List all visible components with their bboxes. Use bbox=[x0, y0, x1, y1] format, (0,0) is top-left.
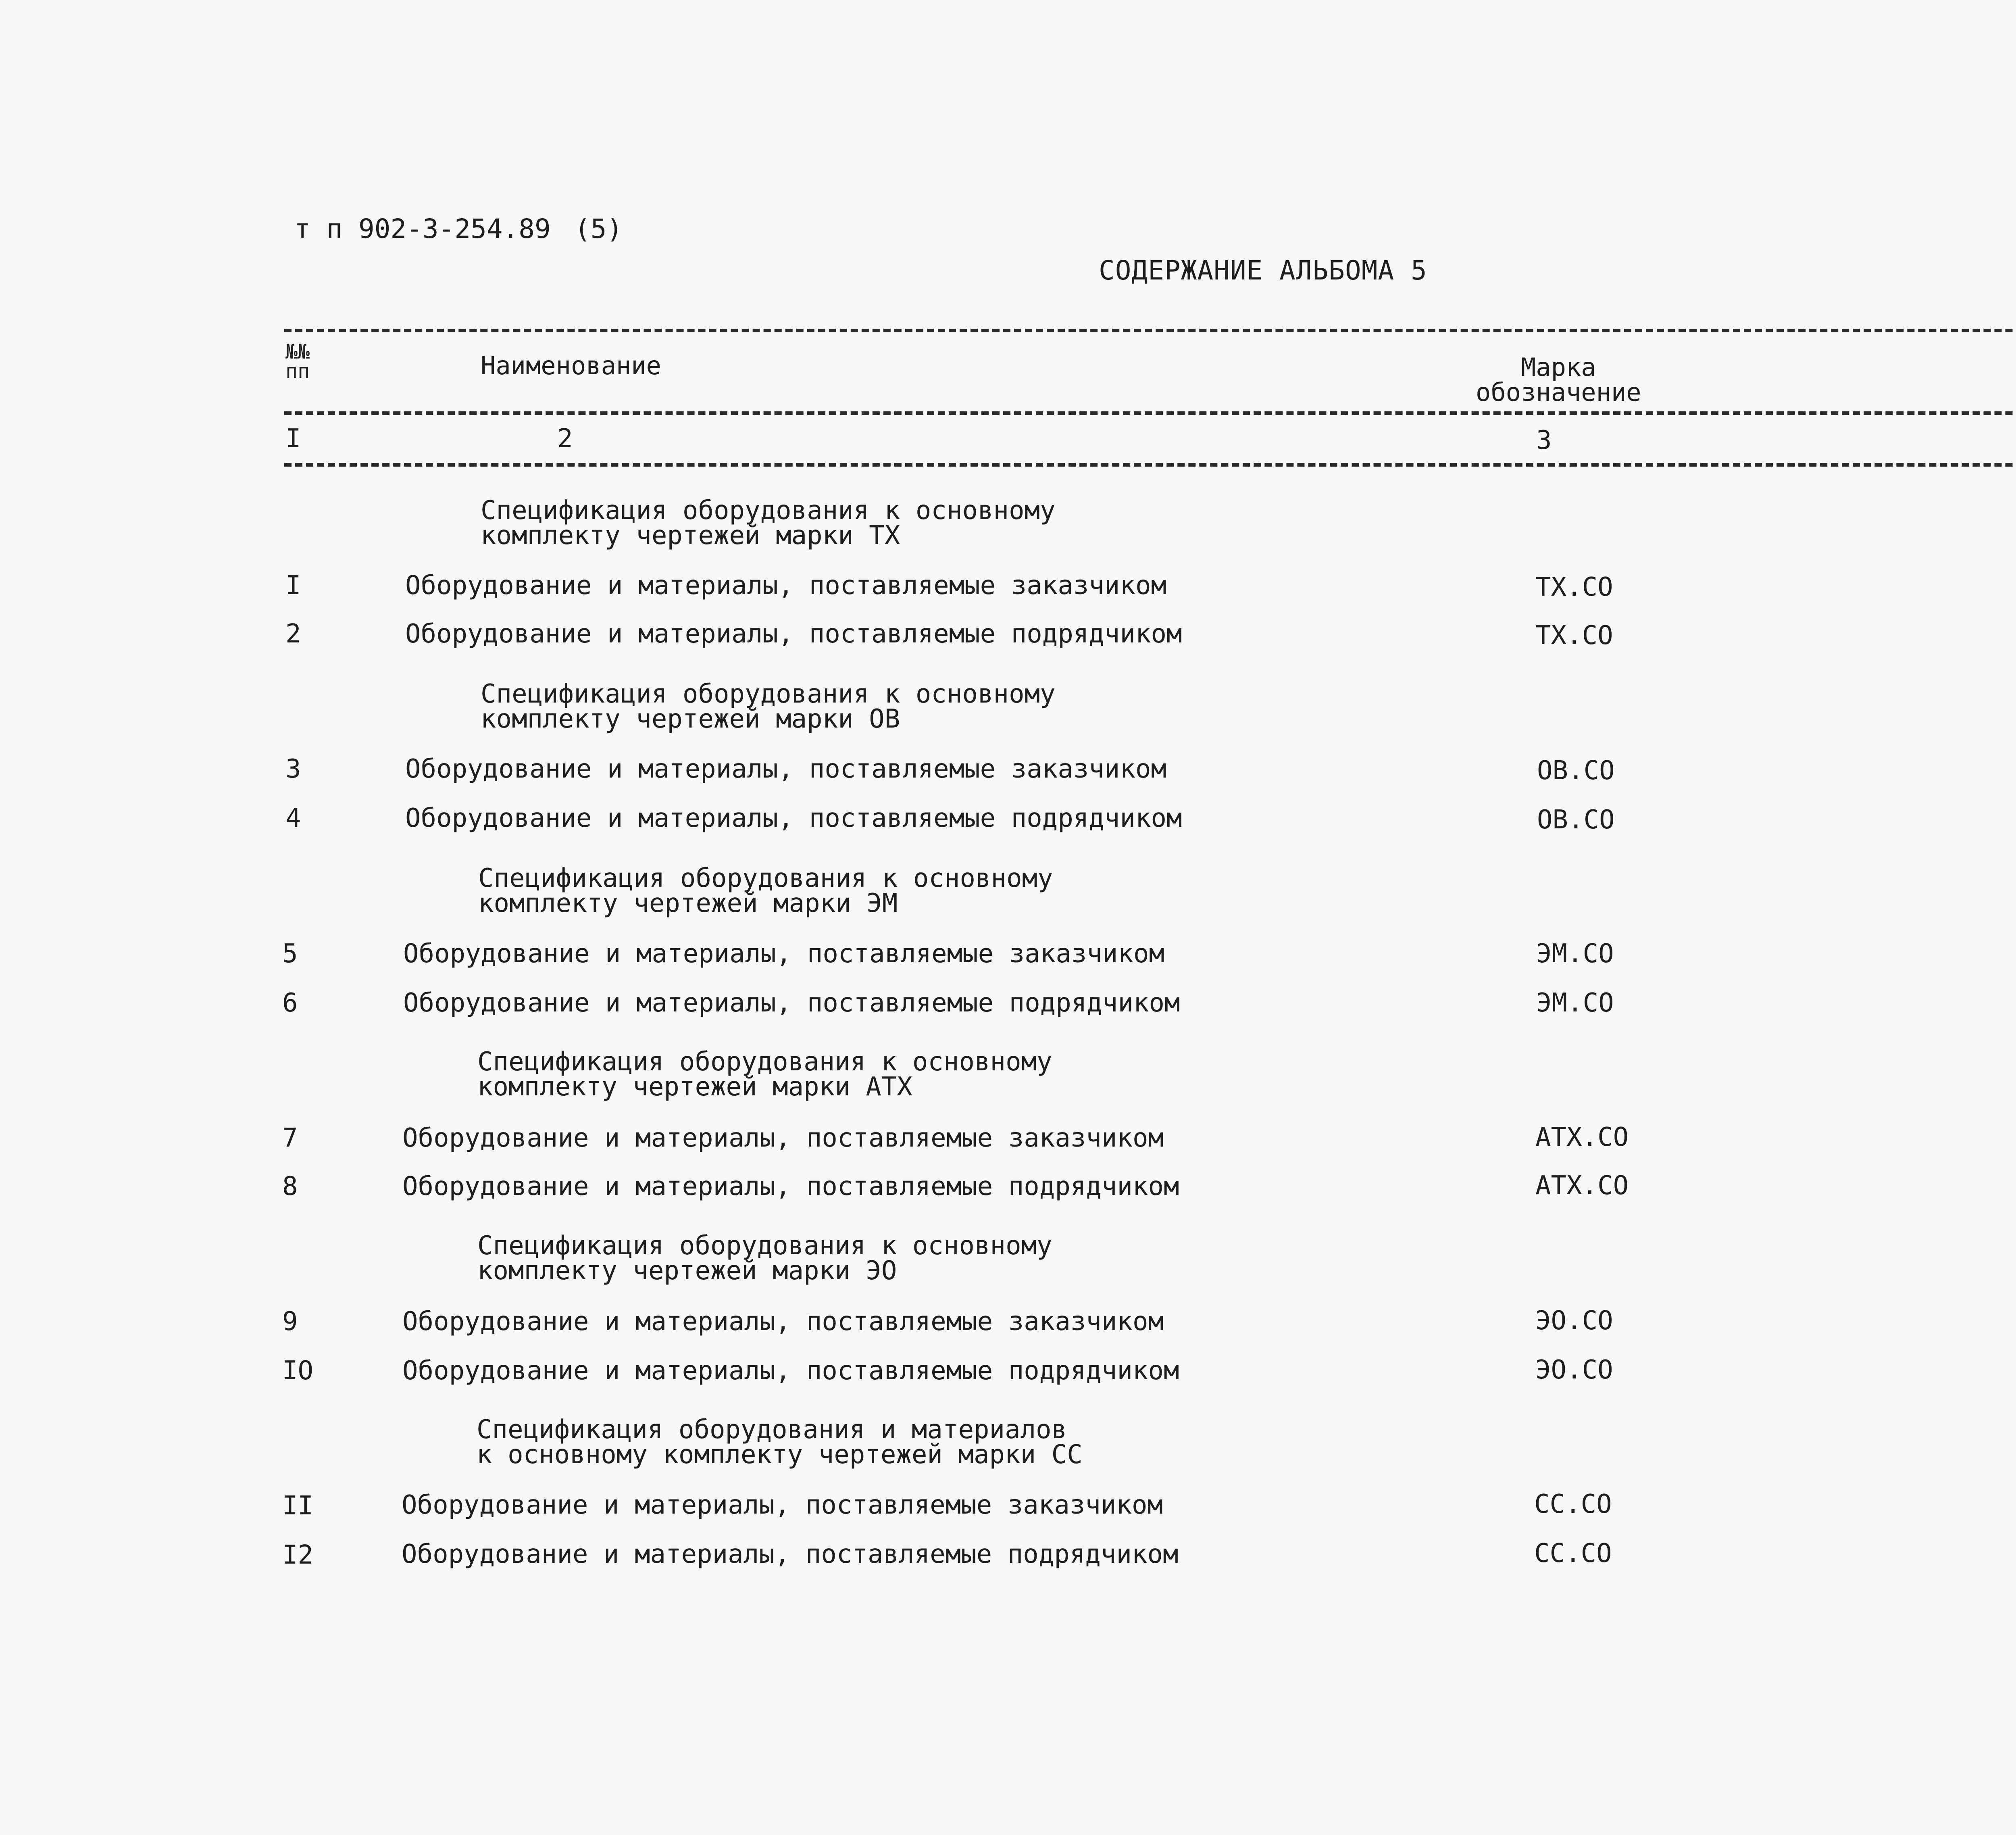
header-mark-line2: обозначение bbox=[1476, 377, 1641, 407]
row-number: 4 bbox=[285, 803, 301, 833]
column-number-1: I bbox=[285, 424, 301, 454]
header-mark bbox=[1476, 352, 1641, 407]
section-heading-line1: Спецификация оборудования и материалов bbox=[477, 1415, 1067, 1445]
row-number: 6 bbox=[282, 988, 298, 1018]
row-number: I bbox=[285, 571, 301, 601]
section-heading-line1: Спецификация оборудования к основному bbox=[477, 1047, 1052, 1077]
row-number: 9 bbox=[282, 1307, 298, 1337]
document-code: т п 902-3-254.89 bbox=[294, 213, 551, 244]
section-heading-line2: комплекту чертежей марки ТХ bbox=[481, 521, 900, 550]
header-mark-line1: Марка bbox=[1520, 352, 1596, 382]
row-number: 2 bbox=[285, 619, 301, 649]
section-heading bbox=[481, 498, 1056, 548]
section-heading-line1: Спецификация оборудования к основному bbox=[477, 1231, 1052, 1261]
section-heading-line2: к основному комплекту чертежей марки СС bbox=[477, 1440, 1083, 1470]
section-heading bbox=[478, 863, 1053, 918]
row-mark: АТХ.СО bbox=[1535, 1171, 1629, 1201]
table-top-rule bbox=[284, 329, 2016, 332]
row-mark: ОВ.СО bbox=[1537, 805, 1615, 835]
column-number-2: 2 bbox=[557, 424, 573, 454]
row-name: Оборудование и материалы, поставляемые подрядчиком bbox=[402, 1356, 1179, 1386]
row-mark: ОВ.СО bbox=[1537, 756, 1615, 786]
row-number: 7 bbox=[282, 1123, 298, 1153]
row-mark: ЭМ.СО bbox=[1536, 939, 1614, 969]
section-heading bbox=[477, 1415, 1083, 1470]
row-number: 8 bbox=[282, 1172, 298, 1201]
section-heading bbox=[477, 1047, 1052, 1102]
column-numbers-rule bbox=[284, 463, 2016, 467]
row-name: Оборудование и материалы, поставляемые подрядчиком bbox=[405, 803, 1182, 833]
row-mark: ЭО.СО bbox=[1535, 1306, 1613, 1336]
header-number-line2: пп bbox=[285, 359, 310, 383]
row-name: Оборудование и материалы, поставляемые заказчиком bbox=[402, 1490, 1163, 1520]
row-mark: ЭО.СО bbox=[1535, 1355, 1613, 1385]
section-heading-line1: Спецификация оборудования к основному bbox=[481, 496, 1056, 525]
row-name: Оборудование и материалы, поставляемые заказчиком bbox=[405, 571, 1167, 601]
row-number: IO bbox=[282, 1356, 314, 1386]
row-mark: СС.СО bbox=[1534, 1539, 1612, 1568]
row-number: II bbox=[282, 1491, 314, 1521]
section-heading-line1: Спецификация оборудования к основному bbox=[481, 679, 1056, 709]
row-name: Оборудование и материалы, поставляемые заказчиком bbox=[405, 754, 1167, 784]
section-heading bbox=[481, 679, 1056, 734]
row-mark: АТХ.СО bbox=[1535, 1122, 1629, 1152]
volume-label: (5) bbox=[575, 213, 623, 244]
section-heading-line2: комплекту чертежей марки ОВ bbox=[481, 704, 900, 734]
row-mark: ЭМ.СО bbox=[1536, 988, 1614, 1018]
header-bottom-rule bbox=[284, 411, 2016, 415]
section-heading-line1: Спецификация оборудования к основному bbox=[478, 863, 1053, 893]
header-number bbox=[285, 342, 310, 381]
header-number-line1: №№ bbox=[285, 340, 310, 363]
row-mark: ТХ.СО bbox=[1535, 621, 1613, 651]
row-name: Оборудование и материалы, поставляемые заказчиком bbox=[403, 939, 1165, 969]
section-heading bbox=[477, 1231, 1052, 1286]
row-name: Оборудование и материалы, поставляемые заказчиком bbox=[402, 1123, 1164, 1153]
section-heading-line2: комплекту чертежей марки ЭО bbox=[477, 1256, 897, 1286]
row-number: 5 bbox=[282, 939, 298, 969]
row-number: I2 bbox=[282, 1540, 314, 1570]
row-name: Оборудование и материалы, поставляемые заказчиком bbox=[402, 1307, 1164, 1337]
column-number-3: 3 bbox=[1536, 425, 1552, 455]
section-heading-line2: комплекту чертежей марки ЭМ bbox=[478, 888, 898, 918]
row-name: Оборудование и материалы, поставляемые подрядчиком bbox=[403, 988, 1180, 1018]
header-name: Наименование bbox=[481, 351, 661, 380]
row-name: Оборудование и материалы, поставляемые подрядчиком bbox=[402, 1172, 1179, 1201]
row-number: 3 bbox=[285, 754, 301, 784]
row-mark: СС.СО bbox=[1534, 1489, 1612, 1519]
row-name: Оборудование и материалы, поставляемые подрядчиком bbox=[405, 619, 1182, 649]
page-title: СОДЕРЖАНИЕ АЛЬБОМА 5 bbox=[1099, 255, 1427, 286]
section-heading-line2: комплекту чертежей марки АТХ bbox=[477, 1072, 912, 1102]
row-mark: ТХ.СО bbox=[1535, 572, 1613, 602]
row-name: Оборудование и материалы, поставляемые подрядчиком bbox=[402, 1539, 1179, 1569]
